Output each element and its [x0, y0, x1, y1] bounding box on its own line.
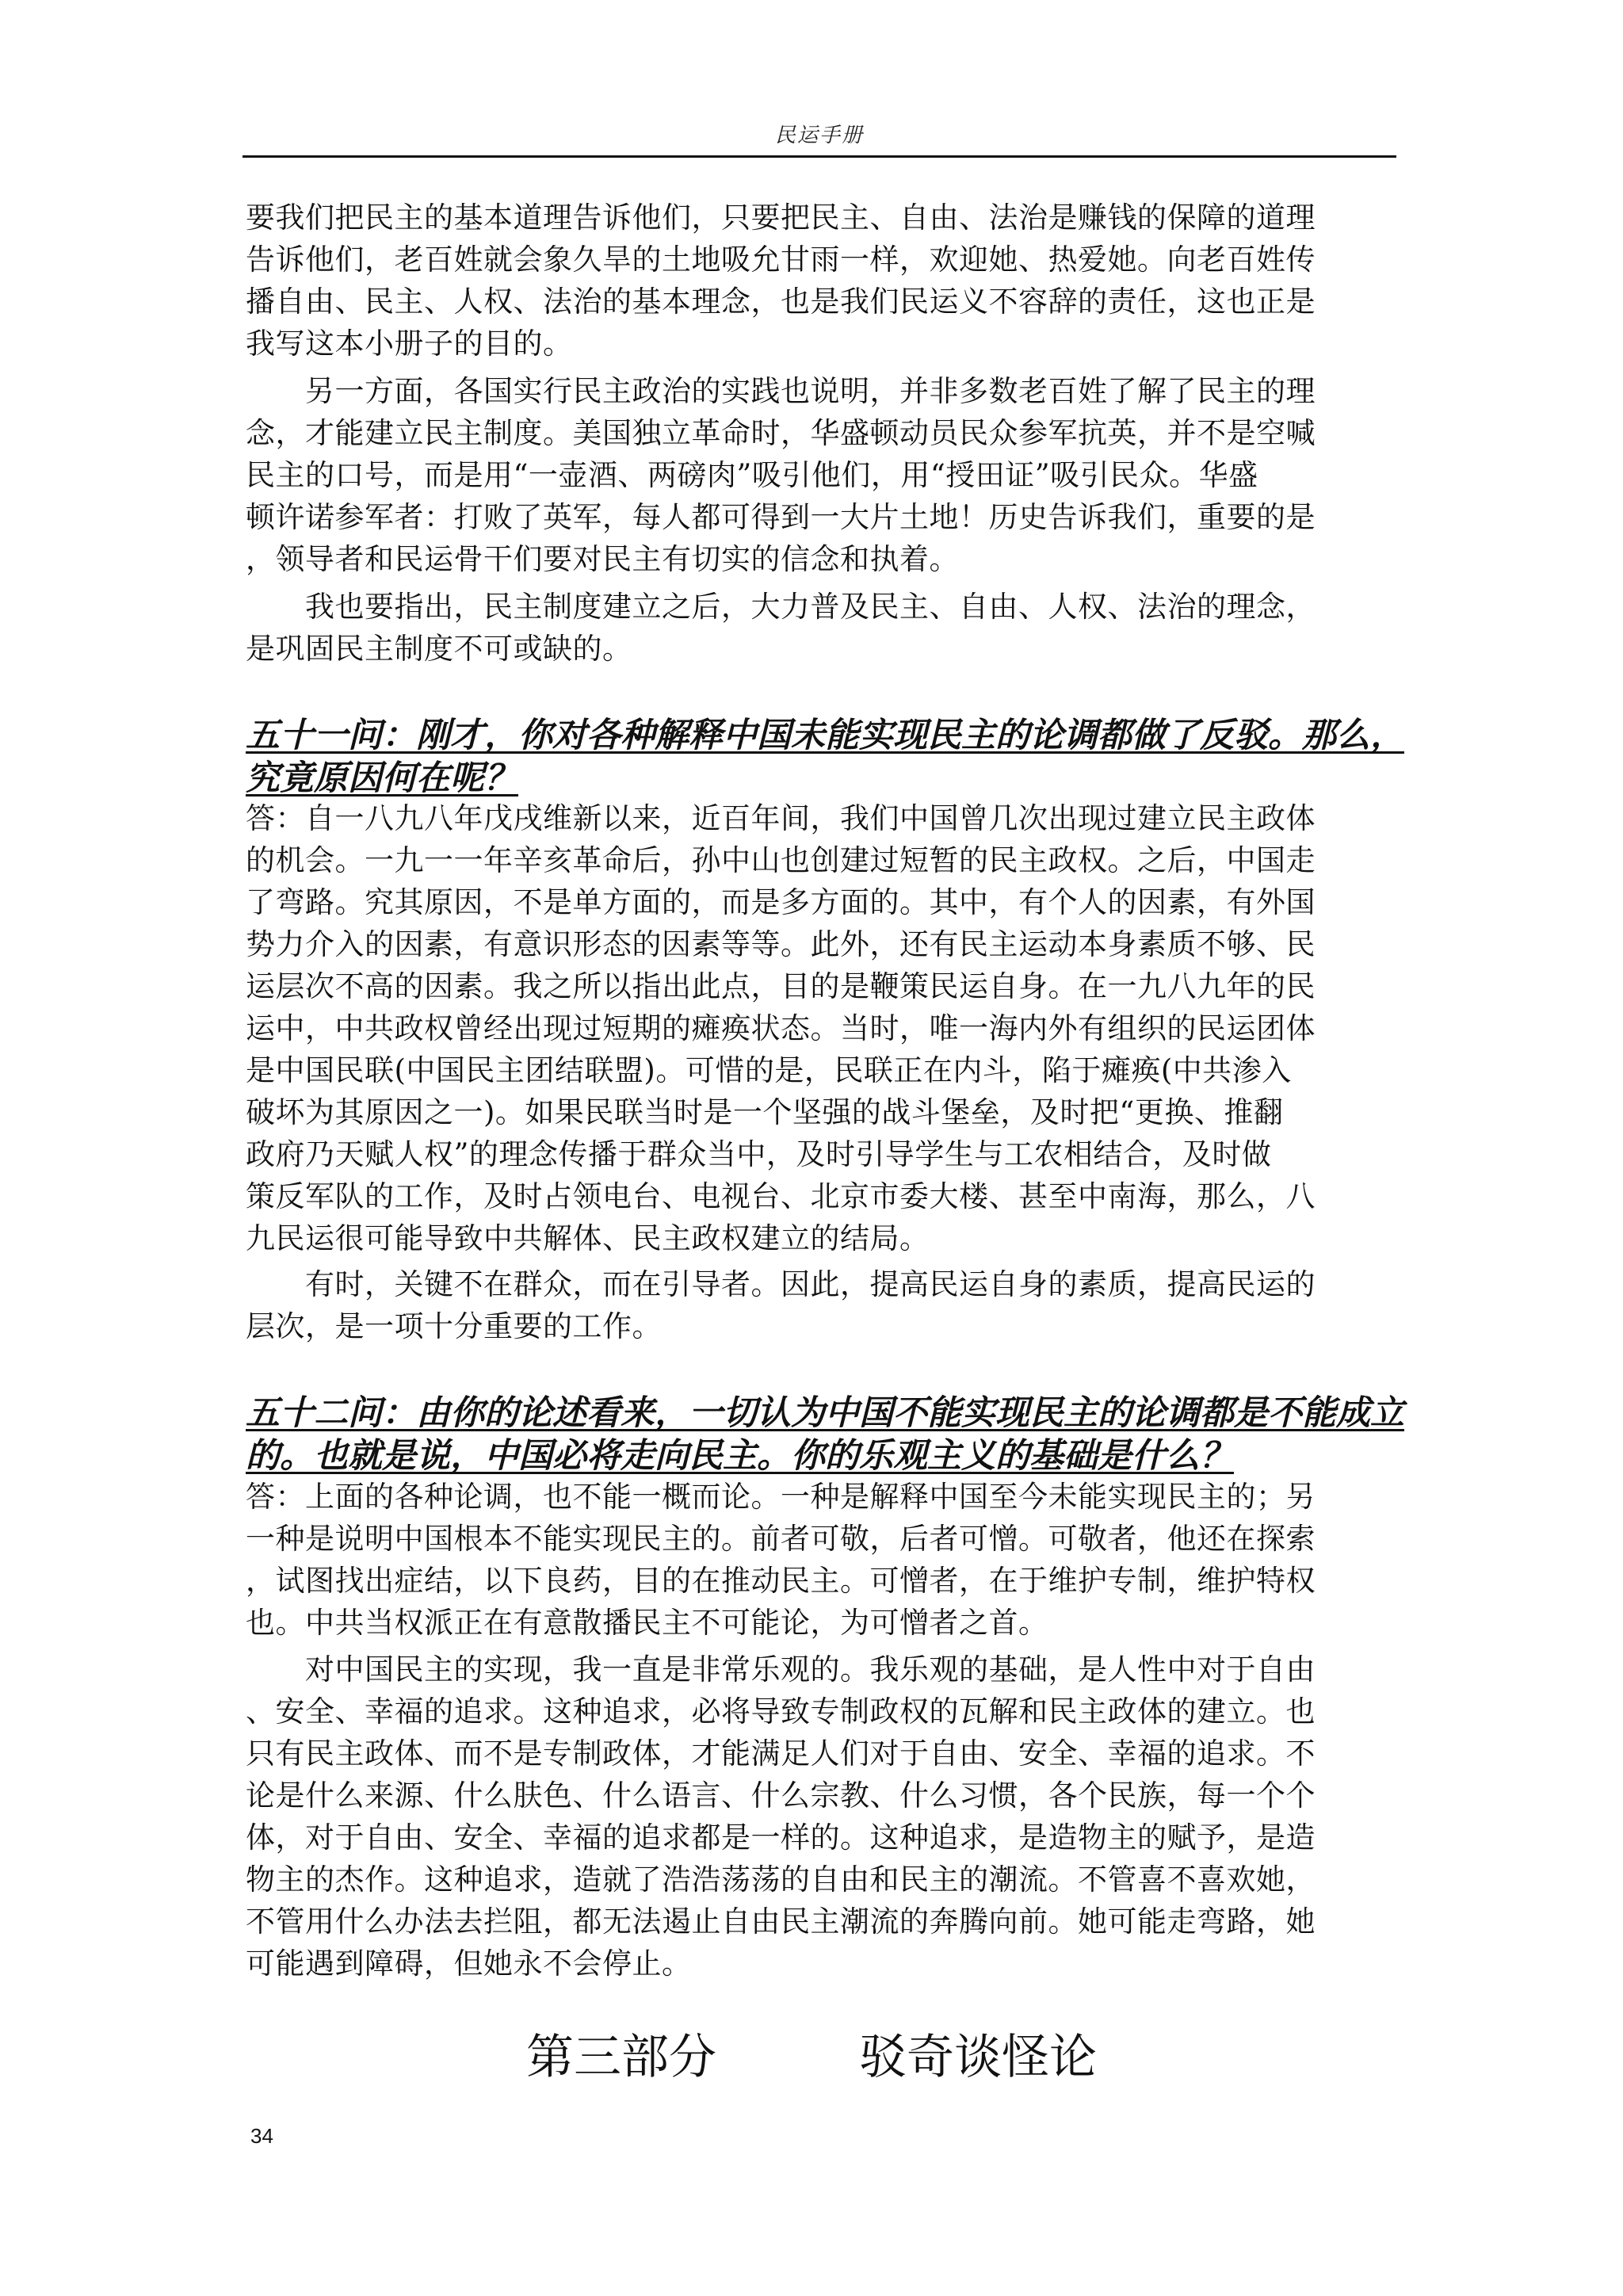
body-line: 我也要指出，民主制度建立之后，大力普及民主、自由、人权、法治的理念， — [246, 590, 1316, 624]
body-line: 念，才能建立民主制度。美国独立革命时，华盛顿动员民众参军抗英，并不是空喊 — [246, 416, 1316, 450]
answer-line: 、安全、幸福的追求。这种追求，必将导致专制政权的瓦解和民主政体的建立。也 — [246, 1694, 1316, 1729]
page-number: 34 — [250, 2124, 273, 2148]
answer-line: 是中国民联(中国民主团结联盟)。可惜的是，民联正在内斗，陷于瘫痪(中共渗入 — [246, 1053, 1292, 1087]
answer-line: 答：自一八九八年戊戌维新以来，近百年间，我们中国曾几次出现过建立民主政体 — [246, 801, 1316, 835]
header-rule — [242, 155, 1396, 158]
body-line: 顿许诺参军者：打败了英军，每人都可得到一大片土地！历史告诉我们，重要的是 — [246, 500, 1316, 534]
body-line: 是巩固民主制度不可或缺的。 — [246, 632, 632, 666]
answer-line: 层次，是一项十分重要的工作。 — [246, 1309, 662, 1343]
answer-line: 物主的杰作。这种追求，造就了浩浩荡荡的自由和民主的潮流。不管喜不喜欢她， — [246, 1862, 1316, 1897]
question-heading: 五十二问：由你的论述看来，一切认为中国不能实现民主的论调都是不能成立 — [246, 1393, 1404, 1433]
answer-line: 政府乃天赋人权”的理念传播于群众当中，及时引导学生与工农相结合，及时做 — [246, 1137, 1272, 1171]
answer-line: ，试图找出症结，以下良药，目的在推动民主。可憎者，在于维护专制，维护特权 — [246, 1564, 1316, 1598]
question-heading: 究竟原因何在呢？ — [246, 758, 518, 798]
question-heading: 的。也就是说，中国必将走向民主。你的乐观主义的基础是什么？ — [246, 1436, 1234, 1476]
answer-line: 了弯路。究其原因，不是单方面的，而是多方面的。其中，有个人的因素，有外国 — [246, 885, 1316, 919]
answer-line: 运层次不高的因素。我之所以指出此点，目的是鞭策民运自身。在一九八九年的民 — [246, 969, 1316, 1003]
answer-line: 答：上面的各种论调，也不能一概而论。一种是解释中国至今未能实现民主的；另 — [246, 1480, 1316, 1514]
body-line: 播自由、民主、人权、法治的基本理念，也是我们民运义不容辞的责任，这也正是 — [246, 285, 1316, 319]
body-line: 要我们把民主的基本道理告诉他们，只要把民主、自由、法治是赚钱的保障的道理 — [246, 201, 1316, 235]
answer-line: 只有民主政体、而不是专制政体，才能满足人们对于自由、安全、幸福的追求。不 — [246, 1736, 1316, 1771]
answer-line: 对中国民主的实现，我一直是非常乐观的。我乐观的基础，是人性中对于自由 — [246, 1652, 1316, 1687]
answer-line: 破坏为其原因之一)。如果民联当时是一个坚强的战斗堡垒，及时把“更换、推翻 — [246, 1095, 1284, 1129]
answer-line: 不管用什么办法去拦阻，都无法遏止自由民主潮流的奔腾向前。她可能走弯路，她 — [246, 1904, 1316, 1939]
answer-line: 可能遇到障碍，但她永不会停止。 — [246, 1946, 692, 1981]
answer-line: 九民运很可能导致中共解体、民主政权建立的结局。 — [246, 1221, 930, 1255]
body-line: 我写这本小册子的目的。 — [246, 327, 573, 361]
running-header: 民运手册 — [774, 124, 864, 147]
answer-line: 运中，中共政权曾经出现过短期的瘫痪状态。当时，唯一海内外有组织的民运团体 — [246, 1011, 1316, 1045]
answer-line: 势力介入的因素，有意识形态的因素等等。此外，还有民主运动本身素质不够、民 — [246, 927, 1316, 961]
answer-line: 一种是说明中国根本不能实现民主的。前者可敬，后者可憎。可敬者，他还在探索 — [246, 1522, 1316, 1556]
answer-line: 的机会。一九一一年辛亥革命后，孙中山也创建过短暂的民主政权。之后，中国走 — [246, 843, 1316, 877]
answer-line: 也。中共当权派正在有意散播民主不可能论，为可憎者之首。 — [246, 1606, 1048, 1640]
body-line: 另一方面，各国实行民主政治的实践也说明，并非多数老百姓了解了民主的理 — [246, 374, 1316, 408]
answer-line: 论是什么来源、什么肤色、什么语言、什么宗教、什么习惯，各个民族，每一个个 — [246, 1778, 1316, 1813]
part-title: 第三部分 驳奇谈怪论 — [526, 2030, 1097, 2085]
body-line: 民主的口号，而是用“一壶酒、两磅肉”吸引他们，用“授田证”吸引民众。华盛 — [246, 458, 1258, 492]
body-line: ，领导者和民运骨干们要对民主有切实的信念和执着。 — [246, 542, 959, 576]
answer-line: 有时，关键不在群众，而在引导者。因此，提高民运自身的素质，提高民运的 — [246, 1267, 1316, 1301]
answer-line: 策反军队的工作，及时占领电台、电视台、北京市委大楼、甚至中南海，那么，八 — [246, 1179, 1316, 1213]
body-line: 告诉他们，老百姓就会象久旱的土地吸允甘雨一样，欢迎她、热爱她。向老百姓传 — [246, 243, 1316, 277]
question-heading: 五十一问：刚才，你对各种解释中国未能实现民主的论调都做了反驳。那么， — [246, 716, 1404, 755]
answer-line: 体，对于自由、安全、幸福的追求都是一样的。这种追求，是造物主的赋予，是造 — [246, 1820, 1316, 1855]
